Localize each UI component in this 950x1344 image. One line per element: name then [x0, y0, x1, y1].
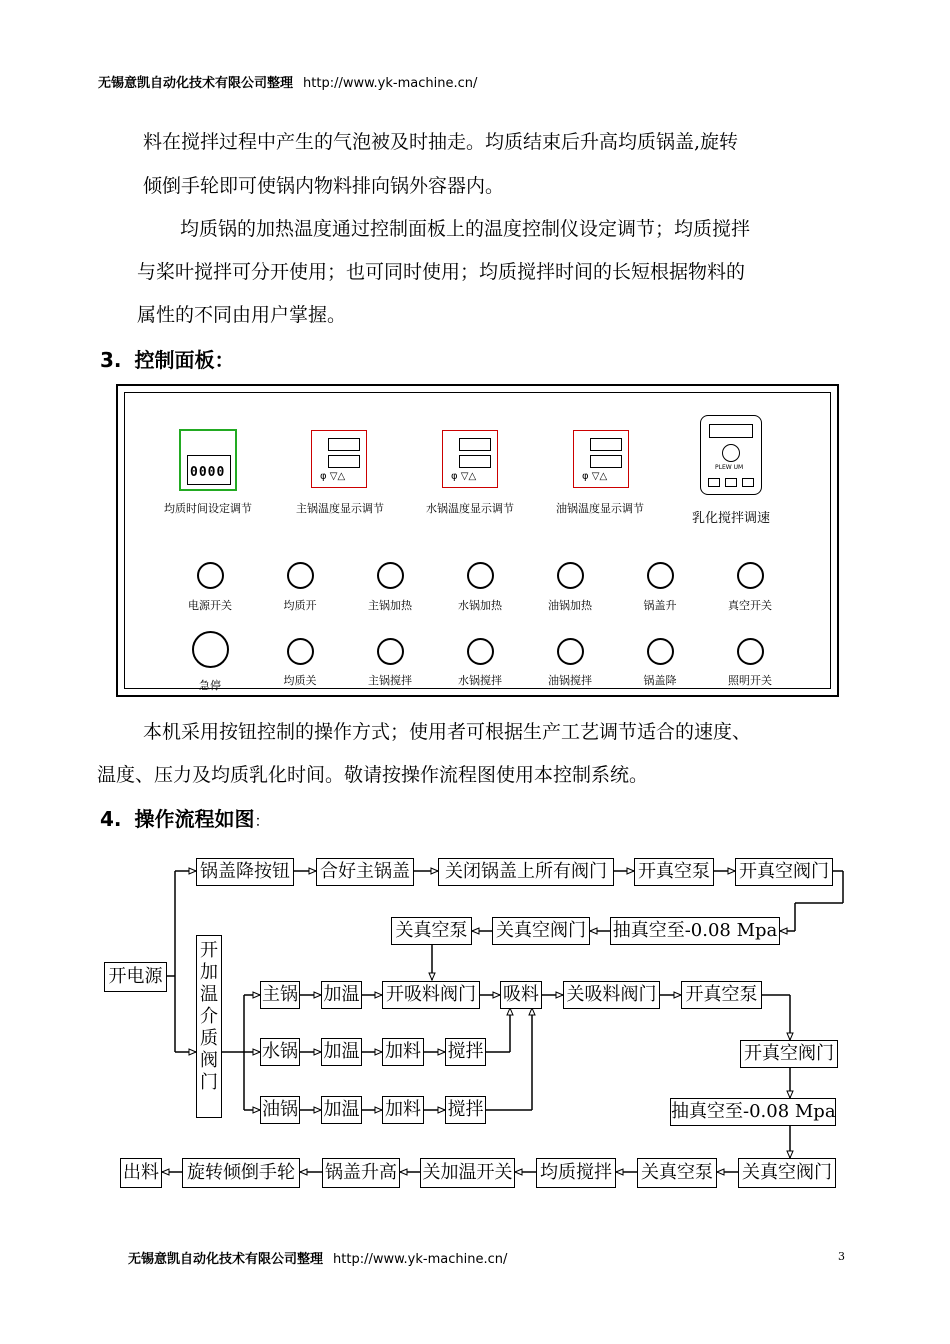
flow-step: 搅拌 — [445, 1038, 486, 1066]
flow-step: 锅盖升高 — [322, 1158, 400, 1188]
flow-step: 开真空泵 — [634, 858, 714, 886]
instrument-label-oil: 油锅温度显示调节 — [556, 502, 644, 515]
button-label: 主锅加热 — [368, 599, 412, 612]
flow-step: 关真空泵 — [637, 1158, 717, 1188]
flow-step: 旋转倾倒手轮 — [182, 1158, 300, 1188]
footer-company: 无锡意凯自动化技术有限公司整理 — [128, 1252, 324, 1267]
flow-step: 主锅 — [260, 981, 300, 1009]
page-number: 3 — [838, 1250, 845, 1263]
section-4-suffix: ： — [254, 812, 270, 830]
flow-step: 关真空泵 — [391, 917, 472, 945]
flow-step: 关加温开关 — [420, 1158, 515, 1188]
flow-step: 加温 — [321, 1038, 362, 1066]
flow-step: 油锅 — [260, 1096, 300, 1124]
instrument-label-inverter: 乳化搅拌调速 — [691, 511, 770, 526]
flow-step: 合好主锅盖 — [316, 858, 414, 886]
section-3-number: 3. — [100, 348, 122, 372]
page-footer — [128, 1248, 507, 1267]
arrow-keys-icon: φ ▽△ — [451, 471, 477, 482]
flow-step: 关真空阀门 — [738, 1158, 836, 1188]
arrow-keys-icon: φ ▽△ — [582, 471, 608, 482]
flow-step: 关吸料阀门 — [563, 981, 660, 1009]
button-label: 急停 — [199, 679, 221, 692]
arrow-keys-icon: φ ▽△ — [320, 471, 346, 482]
header-company: 无锡意凯自动化技术有限公司整理 — [98, 76, 294, 91]
paragraph-line: 倾倒手轮即可使锅内物料排向锅外容器内。 — [143, 175, 505, 197]
flow-step: 开真空阀门 — [740, 1040, 838, 1068]
button-label: 油锅搅拌 — [548, 674, 592, 687]
section-3-title: 控制面板： — [134, 348, 235, 372]
flow-step: 吸料 — [500, 981, 542, 1009]
inverter-text: PLEW UM — [715, 464, 744, 471]
flow-step: 加料 — [382, 1096, 424, 1124]
button-label: 水锅加热 — [458, 599, 502, 612]
section-4-title: 操作流程如图 — [134, 807, 255, 831]
paragraph-line: 均质锅的加热温度通过控制面板上的温度控制仪设定调节；均质搅拌 — [180, 218, 751, 240]
flow-step: 开真空泵 — [681, 981, 762, 1009]
flow-step: 搅拌 — [445, 1096, 486, 1124]
flow-step: 关真空阀门 — [492, 917, 590, 945]
flow-step: 水锅 — [260, 1038, 300, 1066]
flow-step: 抽真空至-0.08 Mpa — [670, 1098, 836, 1126]
paragraph-line: 料在搅拌过程中产生的气泡被及时抽走。均质结束后升高均质锅盖,旋转 — [143, 131, 739, 153]
paragraph-line: 与桨叶搅拌可分开使用；也可同时使用；均质搅拌时间的长短根据物料的 — [137, 261, 746, 283]
button-label: 主锅搅拌 — [368, 674, 412, 687]
button-label: 油锅加热 — [548, 599, 592, 612]
paragraph-line: 温度、压力及均质乳化时间。敬请按操作流程图使用本控制系统。 — [97, 764, 649, 786]
button-label: 均质开 — [283, 599, 317, 612]
instrument-label-main: 主锅温度显示调节 — [296, 502, 384, 515]
button-label: 均质关 — [283, 674, 317, 687]
flow-step: 开真空阀门 — [735, 858, 833, 886]
flow-step: 均质搅拌 — [536, 1158, 616, 1188]
flow-step: 加温 — [321, 1096, 362, 1124]
flow-step: 关闭锅盖上所有阀门 — [438, 858, 614, 886]
flow-step: 开吸料阀门 — [382, 981, 480, 1009]
paragraph-line: 本机采用按钮控制的操作方式；使用者可根据生产工艺调节适合的速度、 — [143, 721, 752, 743]
heat-valve-label: 开加温介质阀门 — [200, 940, 218, 1093]
button-label: 水锅搅拌 — [458, 674, 502, 687]
section-4-number: 4. — [100, 807, 122, 831]
flow-step: 出料 — [120, 1158, 162, 1188]
button-label: 电源开关 — [188, 599, 232, 612]
flow-step: 加温 — [321, 981, 362, 1009]
instrument-label-water: 水锅温度显示调节 — [426, 502, 514, 515]
timer-digits: 0000 — [190, 465, 226, 480]
flow-step: 锅盖降按钮 — [196, 858, 294, 886]
flow-step: 抽真空至-0.08 Mpa — [610, 917, 780, 945]
flow-step-power-on: 开电源 — [104, 962, 167, 992]
footer-url[interactable]: http://www.yk-machine.cn/ — [333, 1252, 508, 1267]
button-label: 真空开关 — [728, 599, 772, 612]
flow-step: 加料 — [382, 1038, 424, 1066]
button-label: 锅盖降 — [643, 674, 677, 687]
header-url[interactable]: http://www.yk-machine.cn/ — [303, 76, 478, 91]
button-label: 锅盖升 — [643, 599, 677, 612]
flow-step-heat-valve — [196, 935, 222, 1118]
button-label: 照明开关 — [728, 674, 772, 687]
instrument-label-timer: 均质时间设定调节 — [164, 502, 252, 515]
paragraph-line: 属性的不同由用户掌握。 — [137, 304, 347, 326]
